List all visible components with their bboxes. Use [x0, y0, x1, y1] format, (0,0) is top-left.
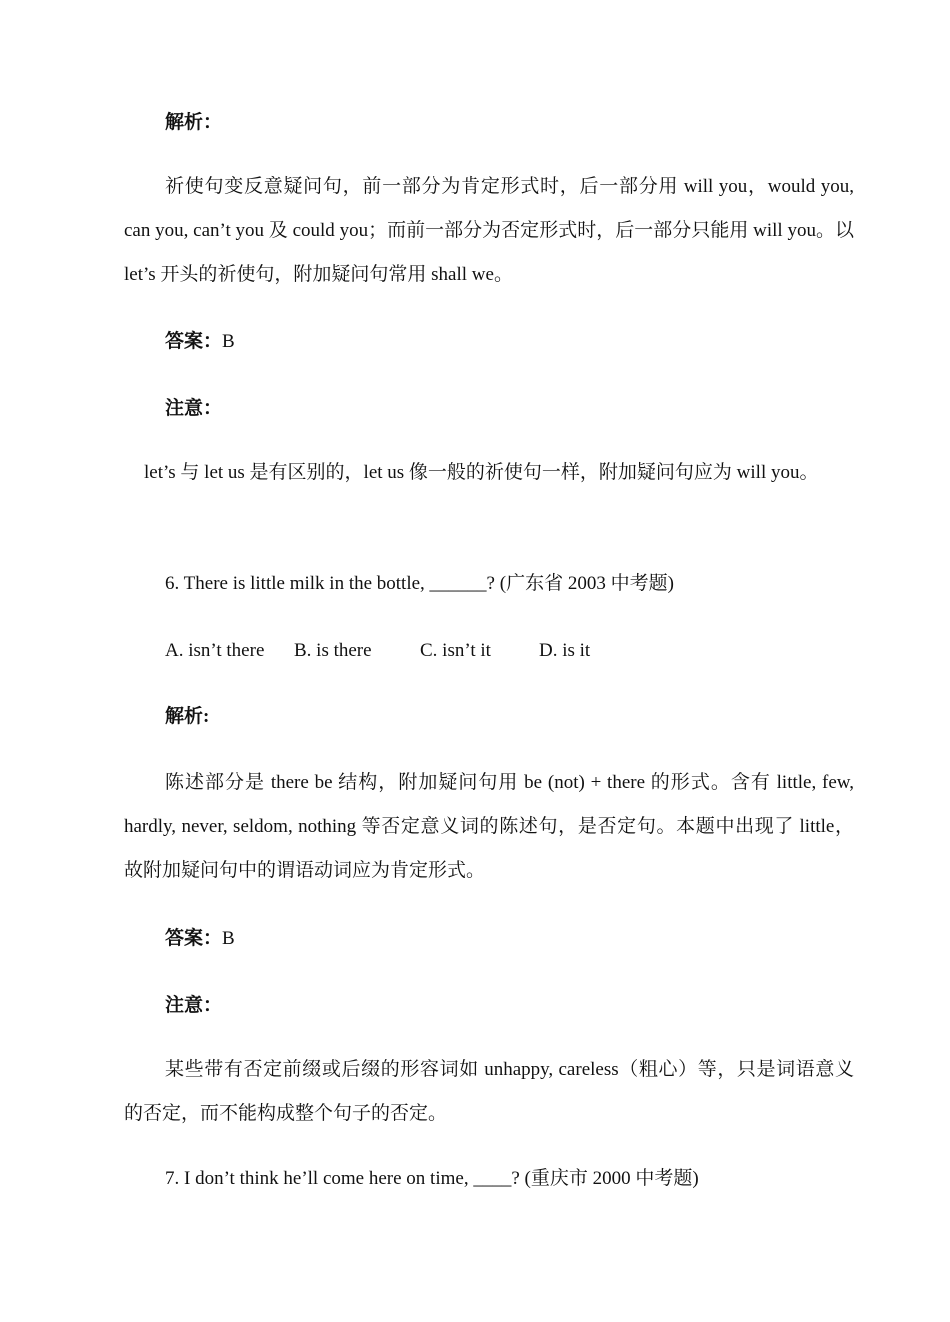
analysis-paragraph: 祈使句变反意疑问句，前一部分为肯定形式时，后一部分用 will you，would you, can you, can’t you 及 could you；而前一部分为否定形式时，后一部分只能用 will you。以 let’s 开头的祈使句，附加疑问句常用 shall we。	[124, 176, 854, 285]
note-heading-2: 注意：	[165, 995, 223, 1016]
note-paragraph-2: 某些带有否定前缀或后缀的形容词如 unhappy, careless（粗心）等，只是词语意义的否定，而不能构成整个句子的否定。	[124, 1059, 854, 1124]
question-6-options	[165, 640, 895, 662]
note-heading: 注意：	[165, 398, 223, 419]
answer-line	[165, 331, 895, 353]
note-paragraph: let’s 与 let us 是有区别的，let us 像一般的祈使句一样，附加疑问句应为 will you。	[144, 462, 819, 483]
analysis-heading: 解析：	[165, 112, 223, 133]
answer-value-2: B	[222, 928, 235, 949]
question-6: 6. There is little milk in the bottle, ______? (广东省 2003 中考题)	[165, 573, 674, 594]
analysis-paragraph-2: 陈述部分是 there be 结构，附加疑问句用 be (not) + there 的形式。含有 little, few, hardly, never, seldom, nothing 等否定意义词的陈述句，是否定句。本题中出现了 little，故附加疑问句中的谓语动词应为肯定形式。	[124, 772, 854, 881]
question-7: 7. I don’t think he’ll come here on time, ____? (重庆市 2000 中考题)	[165, 1168, 699, 1189]
option-a: A. isn’t there	[165, 640, 265, 661]
option-d: D. is it	[539, 640, 591, 661]
answer-value: B	[222, 331, 235, 352]
answer-label: 答案：	[165, 331, 223, 352]
analysis-heading-2: 解析:	[165, 706, 210, 727]
option-c: C. isn’t it	[420, 640, 491, 661]
answer-label-2: 答案：	[165, 928, 223, 949]
option-b: B. is there	[294, 640, 372, 661]
answer-line-2	[165, 928, 895, 950]
